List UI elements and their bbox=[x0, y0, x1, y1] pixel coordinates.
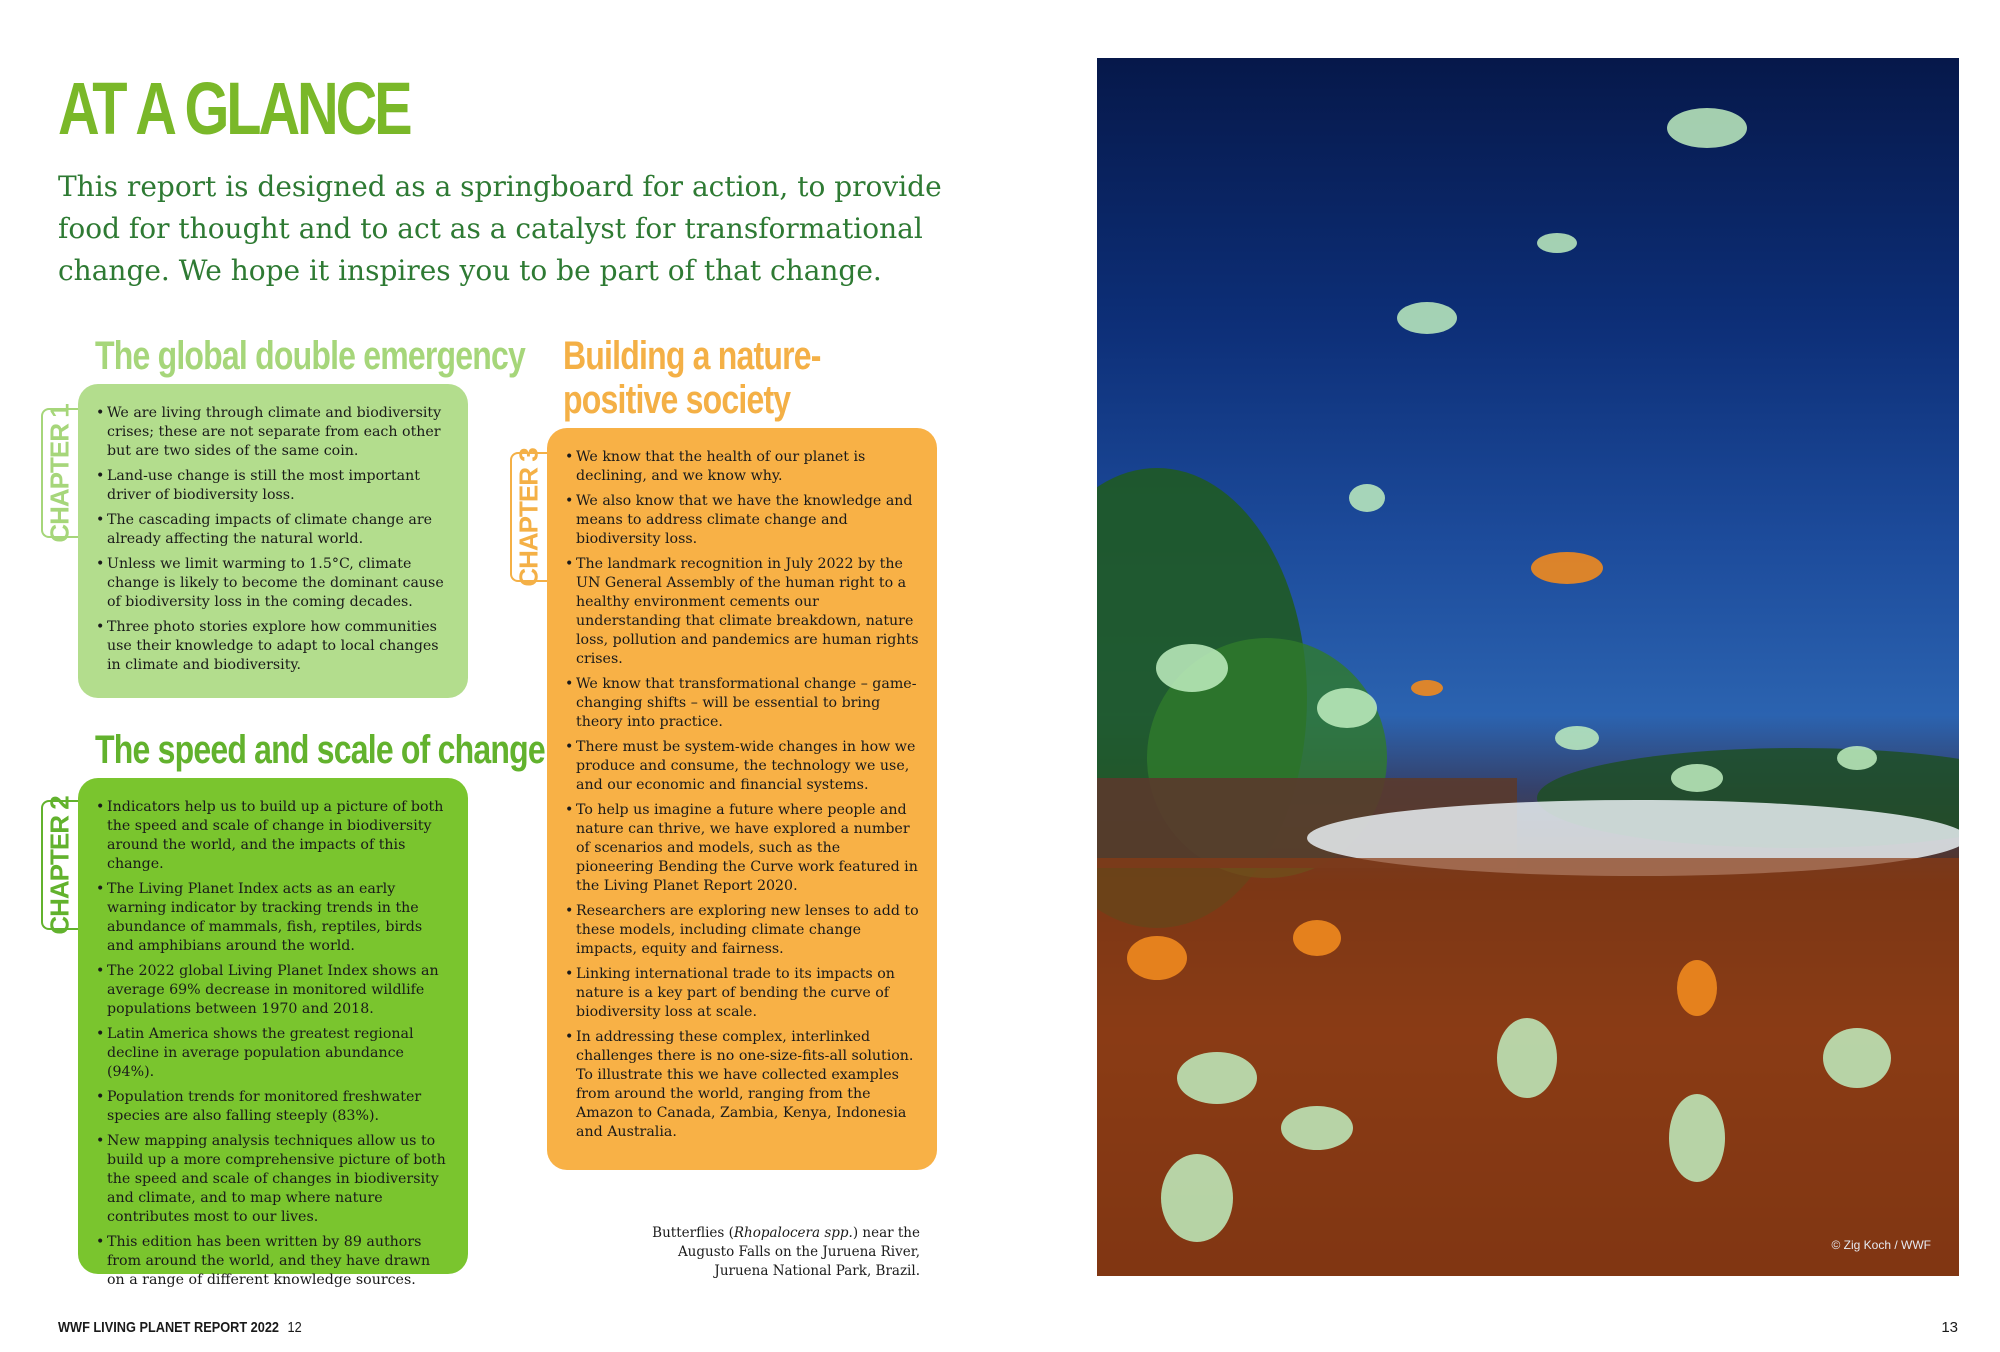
footer-left-page-number: 12 bbox=[287, 1319, 302, 1336]
bullet-item: • Latin America shows the greatest regional decline in average population abundance (94%). bbox=[96, 1025, 450, 1082]
bullet-item: • In addressing these complex, interlinked challenges there is no one-size-fits-all solution. To illustrate this we have collected examples from around the world, ranging from the Amazon to Canada, Zambia, Kenya, Indonesia and Australia. bbox=[565, 1028, 919, 1142]
chapter-2-box bbox=[78, 778, 468, 1288]
bullet-item: • The landmark recognition in July 2022 by the UN General Assembly of the human right to a healthy environment cements our understanding that climate breakdown, nature loss, pollution and pandemics are human rights crises. bbox=[565, 555, 919, 669]
bullet-item: • We know that the health of our planet is declining, and we know why. bbox=[565, 448, 919, 486]
chapter-3-bullets bbox=[565, 448, 919, 1142]
bullet-item: • Unless we limit warming to 1.5°C, climate change is likely to become the dominant cause of biodiversity loss in the coming decades. bbox=[96, 555, 450, 612]
bullet-item: • To help us imagine a future where people and nature can thrive, we have explored a number of scenarios and models, such as the pioneering Bending the Curve work featured in the Living Planet Report 2020. bbox=[565, 801, 919, 896]
footer-left bbox=[58, 1319, 302, 1336]
intro-paragraph: This report is designed as a springboard for action, to provide food for thought and to act as a catalyst for transformational change. We hope it inspires you to be part of that change. bbox=[58, 170, 942, 287]
bullet-item: • Three photo stories explore how communities use their knowledge to adapt to local changes in climate and biodiversity. bbox=[96, 618, 450, 675]
caption-text-start: Butterflies ( bbox=[652, 1225, 734, 1241]
bullet-item: • New mapping analysis techniques allow us to build up a more comprehensive picture of both the speed and scale of changes in biodiversity and climate, and to map where nature contributes most to our lives. bbox=[96, 1132, 450, 1227]
bullet-item: • The Living Planet Index acts as an early warning indicator by tracking trends in the abundance of mammals, fish, reptiles, birds and amphibians around the world. bbox=[96, 880, 450, 956]
chapter-2-heading: The speed and scale of change bbox=[95, 728, 545, 772]
bullet-item: • We know that transformational change – game-changing shifts – will be essential to bring theory into practice. bbox=[565, 675, 919, 732]
chapter-3-label: CHAPTER 3 bbox=[514, 447, 545, 587]
page-title: AT A GLANCE bbox=[58, 67, 410, 150]
bullet-item: • We also know that we have the knowledge and means to address climate change and biodiversity loss. bbox=[565, 492, 919, 549]
caption-species: Rhopalocera spp. bbox=[733, 1225, 853, 1241]
chapter-2-bullets bbox=[96, 798, 450, 1290]
footer-right-page-number: 13 bbox=[1941, 1319, 1958, 1336]
chapter-2-label: CHAPTER 2 bbox=[45, 795, 76, 935]
photo-caption bbox=[620, 1224, 920, 1281]
bullet-item: • Population trends for monitored freshwater species are also falling steeply (83%). bbox=[96, 1088, 450, 1126]
chapter-1-bullets bbox=[96, 404, 450, 675]
bullet-item: • This edition has been written by 89 authors from around the world, and they have drawn on a range of different knowledge sources. bbox=[96, 1233, 450, 1290]
bullet-item: • Researchers are exploring new lenses to add to these models, including climate change impacts, equity and fairness. bbox=[565, 902, 919, 959]
chapter-3-heading-text: Building a nature-positive society bbox=[563, 334, 821, 422]
caption-text-end: ) near the Augusto Falls on the Juruena River, Juruena National Park, Brazil. bbox=[677, 1225, 920, 1279]
bullet-item: • We are living through climate and biodiversity crises; these are not separate from each other but are two sides of the same coin. bbox=[96, 404, 450, 461]
bullet-item: • Linking international trade to its impacts on nature is a key part of bending the curve of biodiversity loss at scale. bbox=[565, 965, 919, 1022]
photo-illustration bbox=[1097, 58, 1959, 1276]
butterflies-photo bbox=[1097, 58, 1959, 1276]
chapter-1-label: CHAPTER 1 bbox=[45, 403, 76, 543]
chapter-1-tab bbox=[41, 403, 78, 543]
footer-report-name: WWF LIVING PLANET REPORT 2022 bbox=[58, 1319, 280, 1336]
bullet-item: • Land-use change is still the most important driver of biodiversity loss. bbox=[96, 467, 450, 505]
bullet-item: • There must be system-wide changes in how we produce and consume, the technology we use, and our economic and financial systems. bbox=[565, 738, 919, 795]
chapter-3-heading bbox=[563, 334, 851, 422]
bullet-item: • The 2022 global Living Planet Index shows an average 69% decrease in monitored wildlife populations between 1970 and 2018. bbox=[96, 962, 450, 1019]
chapter-3-box bbox=[547, 428, 937, 1170]
chapter-3-tab bbox=[510, 447, 547, 587]
photo-credit: © Zig Koch / WWF bbox=[1831, 1238, 1931, 1252]
bullet-item: • The cascading impacts of climate change are already affecting the natural world. bbox=[96, 511, 450, 549]
chapter-1-box bbox=[78, 384, 468, 698]
bullet-item: • Indicators help us to build up a picture of both the speed and scale of change in biodiversity around the world, and the impacts of this change. bbox=[96, 798, 450, 874]
chapter-2-tab bbox=[41, 795, 78, 935]
chapter-1-heading: The global double emergency bbox=[95, 334, 526, 378]
